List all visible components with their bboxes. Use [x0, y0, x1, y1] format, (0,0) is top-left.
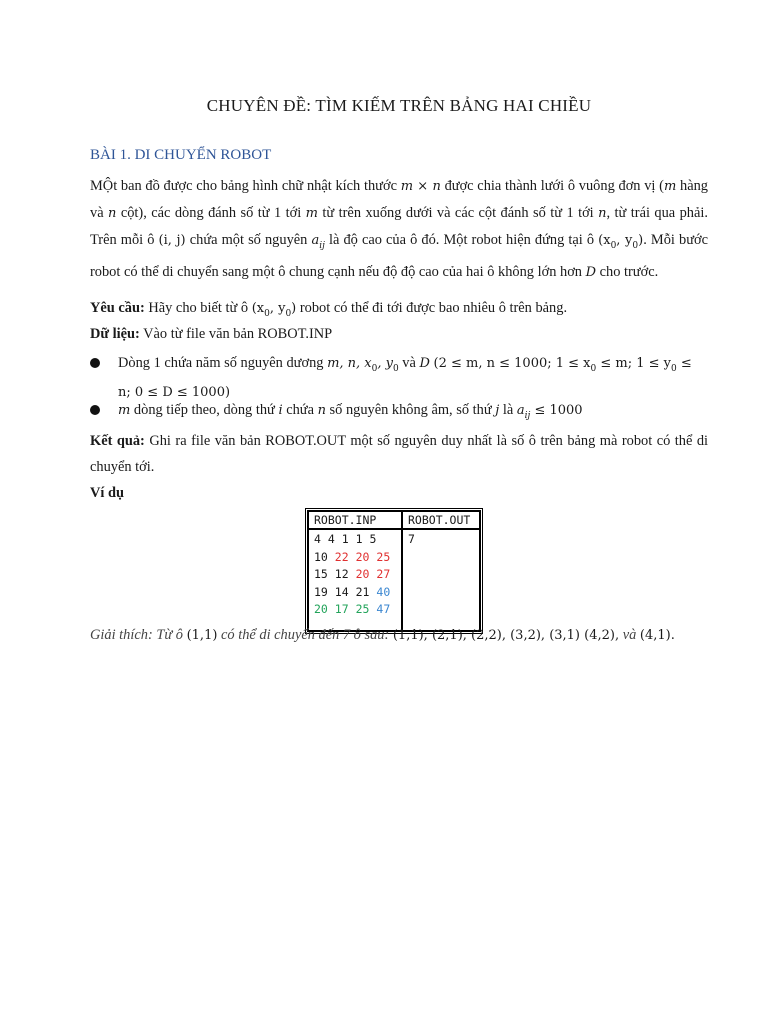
- explanation-line: Giải thích: Từ ô (1,1) có thể di chuyển đến 7 ô sau: (1,1), (2,1), (2,2), (3,2), (3,1) (4,2), và (4,1).: [90, 627, 675, 643]
- inp-value: 4: [314, 532, 321, 546]
- example-table: [305, 508, 483, 634]
- table-header-inp: ROBOT.INP: [308, 511, 402, 529]
- problem-description: MỘt ban đồ được cho bảng hình chữ nhật kích thước m × n được chia thành lưới ô vuông đơn vị (m hàng và n cột), các dòng đánh số từ 1 tới m từ trên xuống dưới và các cột đánh số từ 1 tới n, từ trái qua phải. Trên mỗi ô (i, j) chứa một số nguyên $a_{ij}$ là độ cao của ô đó. Một robot hiện đứng tại ô ($x_0$, $y_0$). Mỗi bước robot có thể di chuyển sang một ô chung cạnh nếu độ độ cao của hai ô không lớn hơn D cho trước.: [90, 178, 709, 280]
- inp-row: [314, 566, 396, 584]
- example-label: Ví dụ: [90, 485, 124, 501]
- inp-value: 47: [376, 602, 391, 616]
- inp-value: 1: [355, 532, 363, 546]
- output-paragraph: Kết quả: Ghi ra file văn bản ROBOT.OUT một số nguyên duy nhất là số ô trên bảng mà robot có thể di chuyển tới.: [90, 433, 709, 475]
- inp-value: 1: [341, 532, 349, 546]
- inp-value: 14: [334, 584, 349, 599]
- inp-value: 20: [314, 602, 328, 616]
- input-paragraph: Dữ liệu: Vào từ file văn bản ROBOT.INP: [90, 326, 333, 342]
- inp-value: 25: [355, 602, 370, 616]
- document-title: CHUYÊN ĐỀ: TÌM KIẾM TRÊN BẢNG HAI CHIỀU: [206, 96, 592, 115]
- input-bullet-2: m dòng tiếp theo, dòng thứ i chứa n số nguyên không âm, số thứ j là $a_{ij} \le 1000$: [90, 399, 708, 428]
- inp-value: 4: [327, 532, 335, 546]
- inp-value: 12: [334, 567, 349, 581]
- section-heading: BÀI 1. DI CHUYỂN ROBOT: [90, 147, 272, 163]
- requirement-label: Yêu cầu:: [90, 300, 145, 316]
- inp-row: [314, 549, 396, 567]
- inp-value: 10: [314, 549, 328, 564]
- input-label: Dữ liệu:: [90, 326, 140, 342]
- output-label: Kết quả:: [90, 433, 145, 449]
- inp-value: 21: [355, 584, 370, 599]
- inp-row: [314, 601, 396, 619]
- inp-value: 20: [355, 567, 370, 581]
- inp-value: 20: [355, 549, 370, 564]
- inp-value: 40: [376, 584, 391, 599]
- bullet-dot-icon: [90, 358, 100, 368]
- inp-value: 25: [376, 549, 391, 564]
- inp-value: 5: [369, 532, 377, 546]
- requirement-paragraph: Yêu cầu: Hãy cho biết từ ô ($x_0$, $y_0$) robot có thể đi tới được bao nhiêu ô trên bảng.: [90, 300, 568, 319]
- inp-value: 22: [334, 549, 349, 564]
- inp-value: 27: [376, 567, 391, 581]
- table-header-out: ROBOT.OUT: [402, 511, 480, 529]
- robot-out-cell: 7: [402, 529, 480, 631]
- inp-value: 17: [334, 602, 349, 616]
- inp-value: 19: [314, 584, 328, 599]
- bullet-dot-icon: [90, 405, 100, 415]
- robot-inp-cell: [308, 529, 402, 631]
- inp-value: 15: [314, 567, 328, 581]
- inp-row: [314, 584, 396, 602]
- inp-row: [314, 531, 396, 549]
- input-bullet-1: Dòng 1 chứa năm số nguyên dương m, n, $x_0$, $y_0$ và D (2 ≤ m, n ≤ 1000; $1 \le x_0 \le m$; $1 \le y_0$ ≤ n; 0 ≤ D ≤ 1000): [90, 352, 708, 404]
